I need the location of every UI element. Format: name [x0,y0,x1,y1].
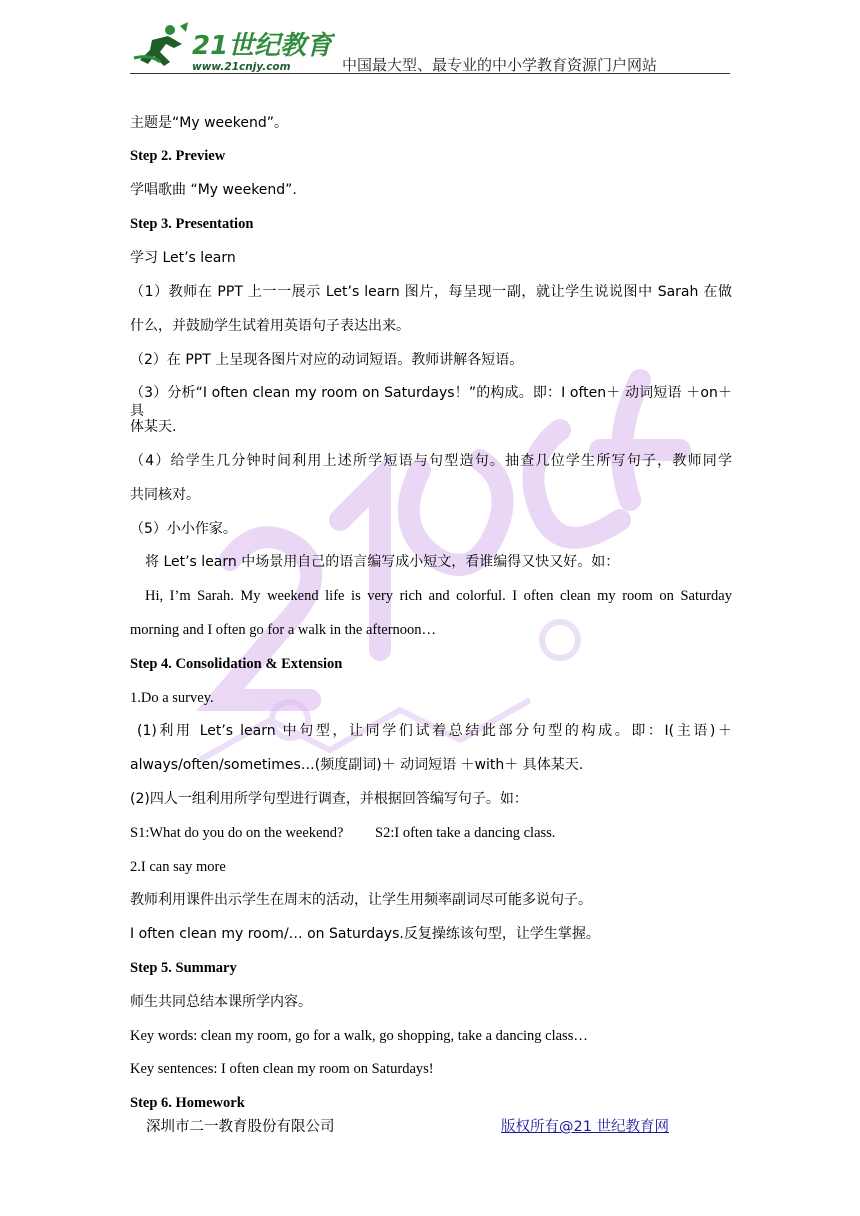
paragraph-line: 师生共同总结本课所学内容。 [130,994,312,1010]
runner-icon [134,22,188,66]
section-heading: Step 2. Preview [130,148,226,164]
paragraph-line: 2.I can say more [130,859,226,875]
paragraph-line: 共同核对。 [130,487,200,503]
site-tagline: 中国最大型、最专业的中小学教育资源门户网站 [342,56,658,74]
paragraph-line: always/often/sometimes…(频度副词)＋ 动词短语 ＋with＋ 具体某天. [130,757,584,773]
section-heading: Step 4. Consolidation & Extension [130,656,343,672]
dialogue-line [130,824,732,842]
paragraph-line: Key sentences: I often clean my room on Saturdays! [130,1061,434,1077]
paragraph-line: 将 Let’s learn 中场景用自己的语言编写成小短文，看谁编得又快又好。如： [145,554,620,570]
dialogue-s1: S1:What do you do on the weekend? [130,825,344,841]
paragraph-line: （4）给学生几分钟时间利用上述所学短语与句型造句。抽查几位学生所写句子，教师同学 [130,453,732,469]
dialogue-s2: S2:I often take a dancing class. [375,825,556,841]
section-heading: Step 3. Presentation [130,216,254,232]
paragraph-line: Hi, I’m Sarah. My weekend life is very rich and colorful. I often clean my room on Saturday [145,588,732,604]
section-heading: Step 5. Summary [130,960,237,976]
header-divider [130,73,730,74]
paragraph-line: 什么，并鼓励学生试着用英语句子表达出来。 [130,318,410,334]
paragraph-line: （5）小小作家。 [130,521,237,537]
svg-text:21世纪教育: 21世纪教育 [192,31,333,61]
site-logo [130,18,335,76]
paragraph-line: 1.Do a survey. [130,690,214,706]
paragraph-line: 学习 Let’s learn [130,250,236,266]
paragraph-line: (2)四人一组利用所学句型进行调查，并根据回答编写句子。如： [130,791,528,807]
paragraph-line: （1）教师在 PPT 上一一展示 Let’s learn 图片，每呈现一副，就让学生说说图中 Sarah 在做 [130,284,732,300]
paragraph-line: 教师利用课件出示学生在周末的活动，让学生用频率副词尽可能多说句子。 [130,892,592,908]
paragraph-line: 体某天. [130,419,177,435]
paragraph-line: (1)利用 Let’s learn 中句型，让同学们试着总结此部分句型的构成。即：I(主语)＋ [137,723,732,739]
paragraph-line: 学唱歌曲 “My weekend”. [130,182,297,198]
paragraph-line: Key words: clean my room, go for a walk, go shopping, take a dancing class… [130,1028,588,1044]
section-heading: Step 6. Homework [130,1095,245,1111]
paragraph-line: （2）在 PPT 上呈现各图片对应的动词短语。教师讲解各短语。 [130,352,524,368]
paragraph-line: 主题是“My weekend”。 [130,115,288,131]
footer-copyright-link[interactable]: 版权所有@21 世纪教育网 [501,1119,670,1135]
paragraph-line: （3）分析“I often clean my room on Saturdays！”的构成。即：I often＋ 动词短语 ＋on＋ 具 [130,385,732,419]
paragraph-line: morning and I often go for a walk in the afternoon… [130,622,437,638]
page-header [130,18,730,76]
paragraph-line: I often clean my room/… on Saturdays.反复操练该句型，让学生掌握。 [130,926,600,942]
svg-text:www.21cnjy.com: www.21cnjy.com [192,61,291,73]
footer-company: 深圳市二一教育股份有限公司 [146,1119,335,1135]
